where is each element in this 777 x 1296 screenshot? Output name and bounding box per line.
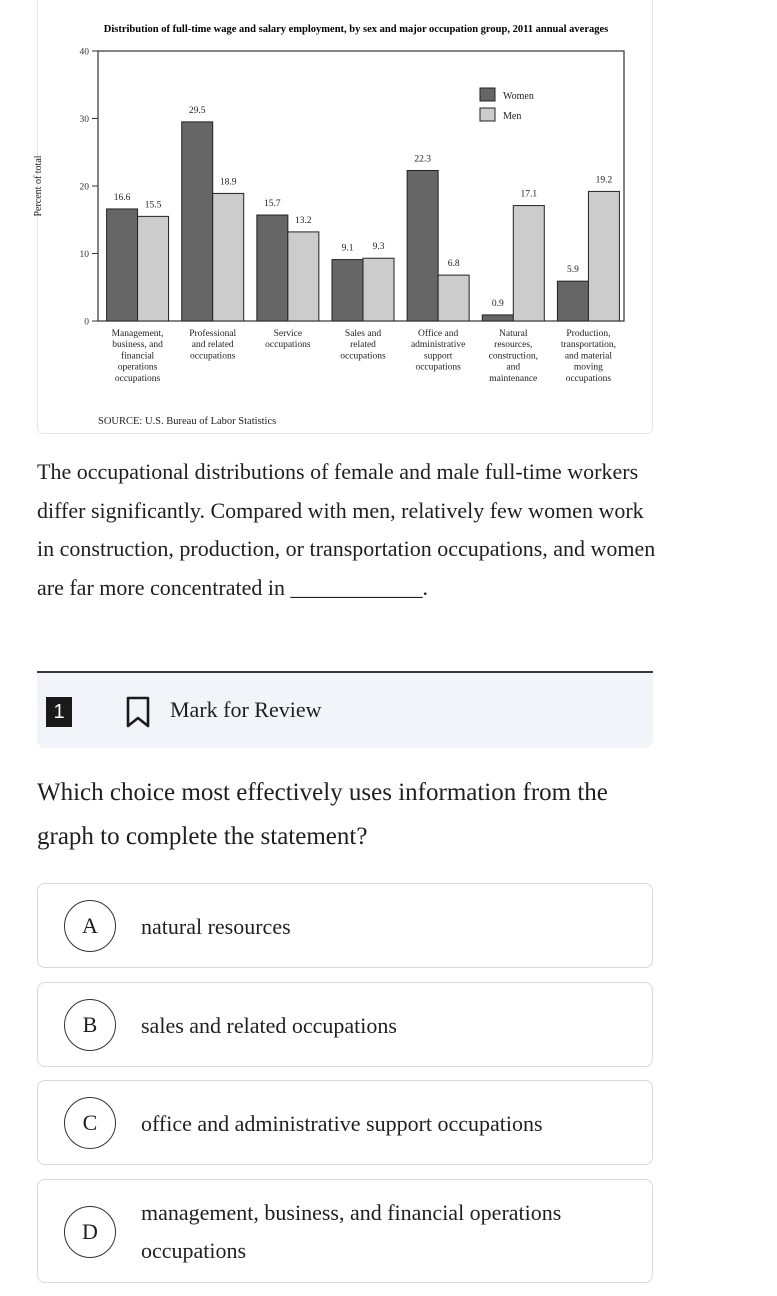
bar-women <box>182 122 213 321</box>
mark-for-review-button[interactable]: Mark for Review <box>170 697 322 722</box>
bar-men <box>513 206 544 321</box>
bar-value-label: 17.1 <box>520 189 538 200</box>
bar-value-label: 15.5 <box>144 200 162 211</box>
category-label: occupations <box>565 373 612 384</box>
category-label: Professional <box>189 329 237 339</box>
y-tick-label: 10 <box>79 250 89 260</box>
category-label: Service <box>273 329 303 339</box>
bar-women <box>257 215 288 321</box>
category-label: and <box>506 362 521 373</box>
category-label: administrative <box>410 340 466 351</box>
y-tick-label: 30 <box>79 115 89 125</box>
bar-value-label: 16.6 <box>113 192 131 203</box>
category-label: construction, <box>488 351 538 362</box>
bar-value-label: 18.9 <box>219 177 237 188</box>
bar-chart <box>33 0 654 434</box>
category-label: Sales and <box>344 329 382 339</box>
category-label: occupations <box>190 351 236 362</box>
category-label: and related <box>191 340 234 351</box>
bar-men <box>588 191 619 321</box>
category-label: support <box>423 351 453 362</box>
choice-text: natural resources <box>141 914 291 939</box>
category-label: occupations <box>114 373 161 384</box>
category-label: maintenance <box>489 373 538 384</box>
category-label: occupations <box>340 351 386 362</box>
passage-text: The occupational distributions of female and male full-time workers differ significantly. Compared with men, relatively few women work in construction, production, or transportation occupations, and women are far more concentrated in ____________. <box>37 459 656 600</box>
bar-women <box>107 209 138 321</box>
category-label: resources, <box>494 340 533 351</box>
bar-value-label: 0.9 <box>491 298 504 309</box>
legend-swatch-women <box>480 88 495 101</box>
y-tick-label: 40 <box>79 47 89 58</box>
category-label: Production, <box>566 329 611 339</box>
chart-card <box>33 0 653 434</box>
bar-men <box>288 232 319 321</box>
category-label: and material <box>564 351 613 362</box>
choice-text: office and administrative support occupations <box>141 1111 543 1136</box>
choice-letter: C <box>64 1097 116 1149</box>
category-label: related <box>350 340 376 351</box>
y-tick-label: 0 <box>84 317 89 328</box>
legend-label: Women <box>503 91 534 102</box>
bar-value-label: 19.2 <box>595 175 613 186</box>
choice-letter: B <box>64 999 116 1051</box>
bar-men <box>213 193 244 321</box>
bar-women <box>332 260 363 321</box>
bar-men <box>438 275 469 321</box>
y-tick-label: 20 <box>79 182 89 193</box>
category-label: Management, <box>111 329 164 339</box>
bar-value-label: 9.1 <box>341 243 354 254</box>
legend-swatch-men <box>480 108 495 121</box>
category-label: operations <box>117 362 158 373</box>
category-label: business, and <box>112 340 163 351</box>
bar-women <box>557 281 588 321</box>
review-bar <box>37 673 653 748</box>
question-number: 1 <box>46 697 72 727</box>
bar-value-label: 13.2 <box>295 215 312 226</box>
bar-men <box>363 258 394 321</box>
choice-letter: D <box>64 1206 116 1258</box>
choice-c[interactable] <box>37 1080 653 1165</box>
question-text: Which choice most effectively uses information from the graph to complete the statement? <box>37 779 608 850</box>
chart-source: SOURCE: U.S. Bureau of Labor Statistics <box>98 416 277 427</box>
bar-value-label: 9.3 <box>372 242 385 253</box>
choice-a[interactable] <box>37 883 653 968</box>
choice-d[interactable] <box>37 1179 653 1283</box>
bar-value-label: 29.5 <box>188 105 206 116</box>
choice-b[interactable] <box>37 982 653 1067</box>
bookmark-icon[interactable] <box>124 695 152 729</box>
bar-women <box>407 170 438 321</box>
category-label: Office and <box>418 329 459 339</box>
category-label: transportation, <box>560 340 616 351</box>
bar-value-label: 22.3 <box>414 154 431 165</box>
choice-text: management, business, and financial operations occupations <box>141 1200 562 1263</box>
category-label: moving <box>573 362 603 373</box>
category-label: Natural <box>499 329 528 339</box>
legend-label: Men <box>503 111 522 122</box>
bar-men <box>138 216 169 321</box>
category-label: financial <box>120 351 155 362</box>
choice-letter: A <box>64 900 116 952</box>
bar-value-label: 6.8 <box>447 259 460 270</box>
choice-text: sales and related occupations <box>141 1013 397 1038</box>
category-label: occupations <box>415 362 461 373</box>
chart-title: Distribution of full-time wage and salary employment, by sex and major occupation group, 2011 annual averages <box>103 24 609 35</box>
category-label: occupations <box>265 340 311 351</box>
bar-value-label: 15.7 <box>264 199 281 210</box>
y-axis-label: Percent of total <box>33 155 44 217</box>
bar-value-label: 5.9 <box>566 265 579 276</box>
bar-women <box>482 315 513 321</box>
